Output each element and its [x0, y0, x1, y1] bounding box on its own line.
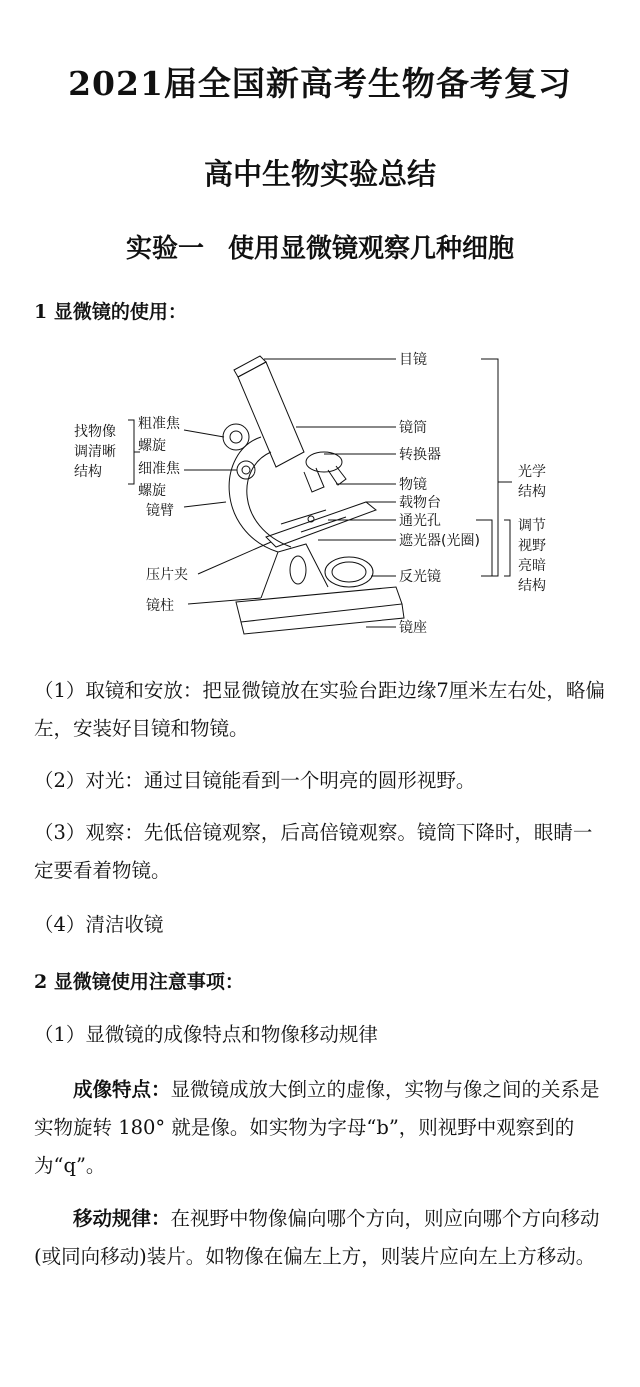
group-focus-3: 结构 [74, 464, 102, 480]
label-mirror: 反光镜 [399, 569, 441, 585]
label-diaphragm: 遮光器(光圈) [399, 533, 480, 549]
label-pillar: 镜柱 [146, 598, 174, 614]
imaging-text: 显微镜成放大倒立的虚像，实物与像之间的关系是实物旋转 180° 就是像。如实物为字母“b”，则视野中观察到的为“q”。 [34, 1078, 600, 1177]
group-light-1: 调节 [518, 518, 546, 534]
group-focus-2: 调清晰 [74, 444, 116, 460]
label-tube: 镜筒 [399, 420, 427, 436]
label-coarse-focus-1: 粗准焦 [138, 416, 180, 432]
experiment-topic: 使用显微镜观察几种细胞 [228, 234, 515, 264]
group-light-2: 视野 [518, 538, 546, 554]
label-nosepiece: 转换器 [399, 447, 441, 463]
label-fine-focus-1: 细准焦 [138, 461, 180, 477]
group-light-3: 亮暗 [518, 558, 546, 574]
document-subtitle: 高中生物实验总结 [203, 157, 436, 191]
label-stage: 载物台 [399, 495, 441, 511]
step-1: （1）取镜和安放：把显微镜放在实验台距边缘7厘米左右处，略偏左，安装好目镜和物镜。 [34, 679, 605, 740]
step-3: （3）观察：先低倍镜观察，后高倍镜观察。镜筒下降时，眼睛一定要看着物镜。 [34, 821, 593, 882]
label-clip: 压片夹 [146, 567, 188, 583]
movement-label: 移动规律： [73, 1207, 171, 1230]
section-1-heading: 1 显微镜的使用： [34, 301, 187, 323]
section-2-heading: 2 显微镜使用注意事项： [34, 971, 244, 993]
label-fine-focus-2: 螺旋 [138, 483, 166, 499]
microscope-diagram [66, 342, 586, 642]
imaging-paragraph [34, 1071, 606, 1185]
movement-text: 在视野中物像偏向哪个方向，则应向哪个方向移动(或同向移动)装片。如物像在偏左上方，则装片应向左上方移动。 [34, 1207, 600, 1268]
experiment-number: 实验一 [125, 234, 204, 264]
group-optical-2: 结构 [518, 484, 546, 500]
note-item-1: （1）显微镜的成像特点和物像移动规律 [34, 1023, 378, 1046]
label-eyepiece: 目镜 [399, 352, 427, 368]
imaging-label: 成像特点： [73, 1078, 171, 1101]
label-base: 镜座 [399, 620, 427, 636]
group-light-4: 结构 [518, 578, 546, 594]
step-4: （4）清洁收镜 [34, 913, 164, 936]
step-2: （2）对光：通过目镜能看到一个明亮的圆形视野。 [34, 769, 476, 792]
label-aperture-hole: 通光孔 [399, 513, 441, 529]
label-coarse-focus-2: 螺旋 [138, 438, 166, 454]
group-focus-1: 找物像 [74, 424, 116, 440]
group-optical-1: 光学 [518, 464, 546, 480]
microscope-drawing [223, 356, 404, 634]
label-objective: 物镜 [399, 477, 427, 493]
movement-paragraph [34, 1200, 606, 1276]
label-arm: 镜臂 [146, 503, 174, 519]
label-lines [128, 359, 512, 627]
document-title: 2021届全国新高考生物备考复习 [68, 64, 572, 103]
experiment-title [0, 228, 640, 265]
